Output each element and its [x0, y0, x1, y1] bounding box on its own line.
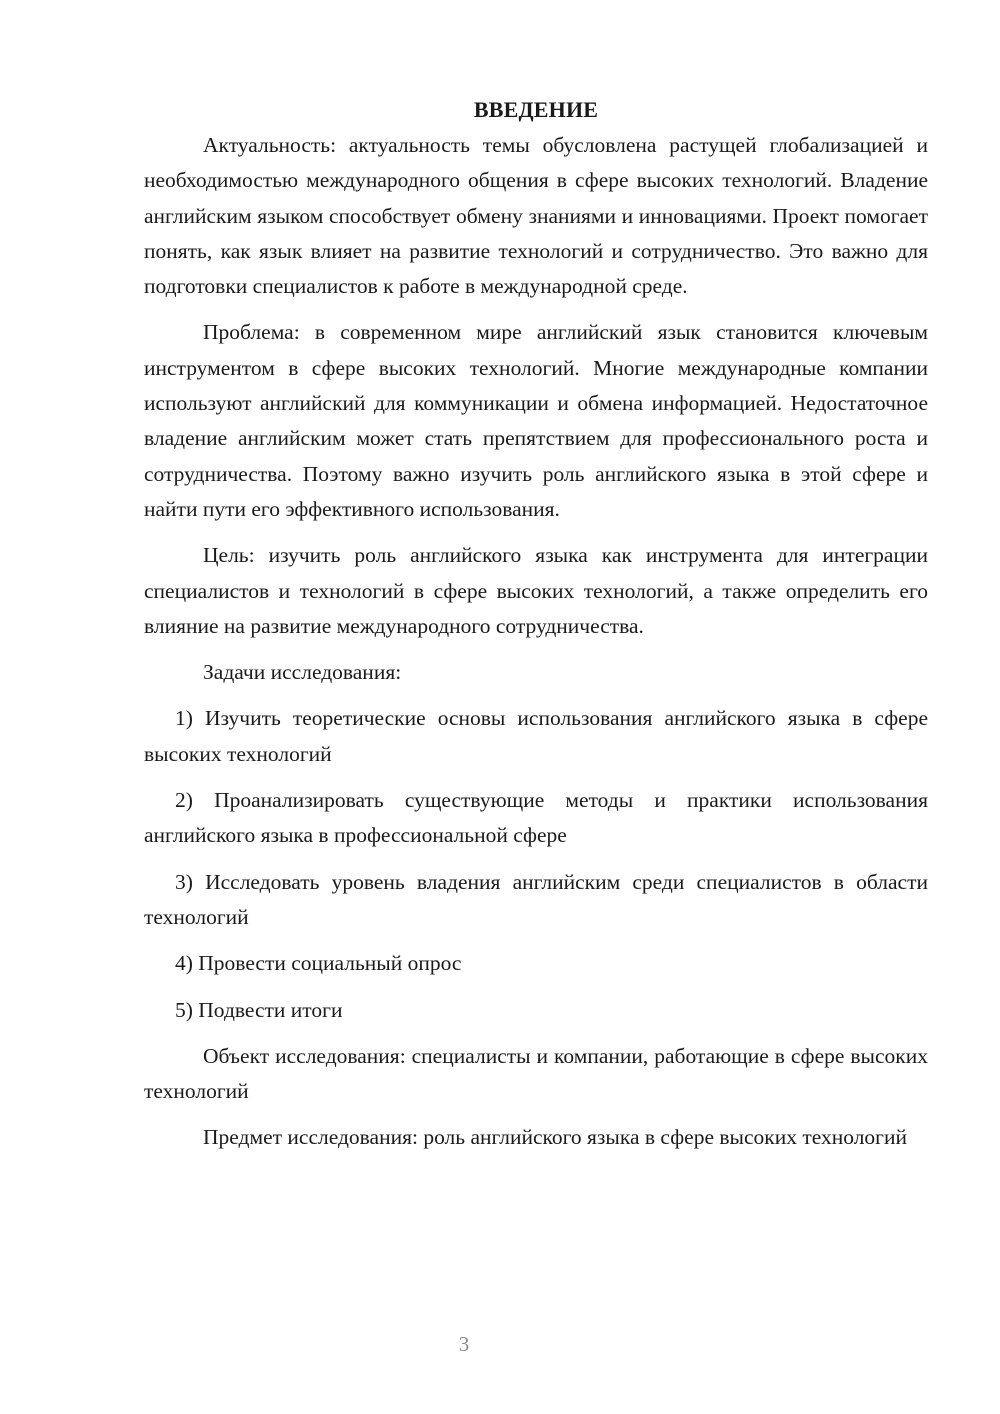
task-item-4: 4) Провести социальный опрос — [175, 951, 462, 976]
task-item-3: 3) Исследовать уровень владения английским среди специалистов в области технологий — [144, 869, 928, 929]
paragraph-goal: Цель: изучить роль английского языка как инструмента для интеграции специалистов и технологий в сфере высоких технологий, а также определить его влияние на развитие международного сотрудничества. — [144, 543, 928, 638]
paragraph-subject: Предмет исследования: роль английского языка в сфере высоких технологий — [203, 1125, 908, 1150]
task-item-1: 1) Изучить теоретические основы использования английского языка в сфере высоких технологий — [144, 706, 928, 766]
page-number: 3 — [458, 1332, 470, 1356]
paragraph-relevance: Актуальность: актуальность темы обусловлена растущей глобализацией и необходимостью международного общения в сфере высоких технологий. Владение английским языком способствует обмену знаниями и инновациями. Проект помогает понять, как язык влияет на развитие технологий и сотрудничество. Это важно для подготовки специалистов к работе в международной среде. — [144, 133, 928, 299]
section-title: ВВЕДЕНИЕ — [473, 97, 599, 122]
paragraph-problem: Проблема: в современном мире английский язык становится ключевым инструментом в сфере высоких технологий. Многие международные компании используют английский для коммуникации и обмена информацией. Недостаточное владение английским может стать препятствием для профессионального роста и сотрудничества. Поэтому важно изучить роль английского языка в этой сфере и найти пути его эффективного использования. — [144, 320, 928, 521]
tasks-heading: Задачи исследования: — [203, 660, 402, 685]
paragraph-object: Объект исследования: специалисты и компании, работающие в сфере высоких технологий — [144, 1043, 928, 1104]
page-body — [144, 92, 928, 1156]
task-item-5: 5) Подвести итоги — [175, 997, 343, 1022]
task-item-2: 2) Проанализировать существующие методы и практики использования английского языка в профессиональной сфере — [144, 788, 928, 848]
